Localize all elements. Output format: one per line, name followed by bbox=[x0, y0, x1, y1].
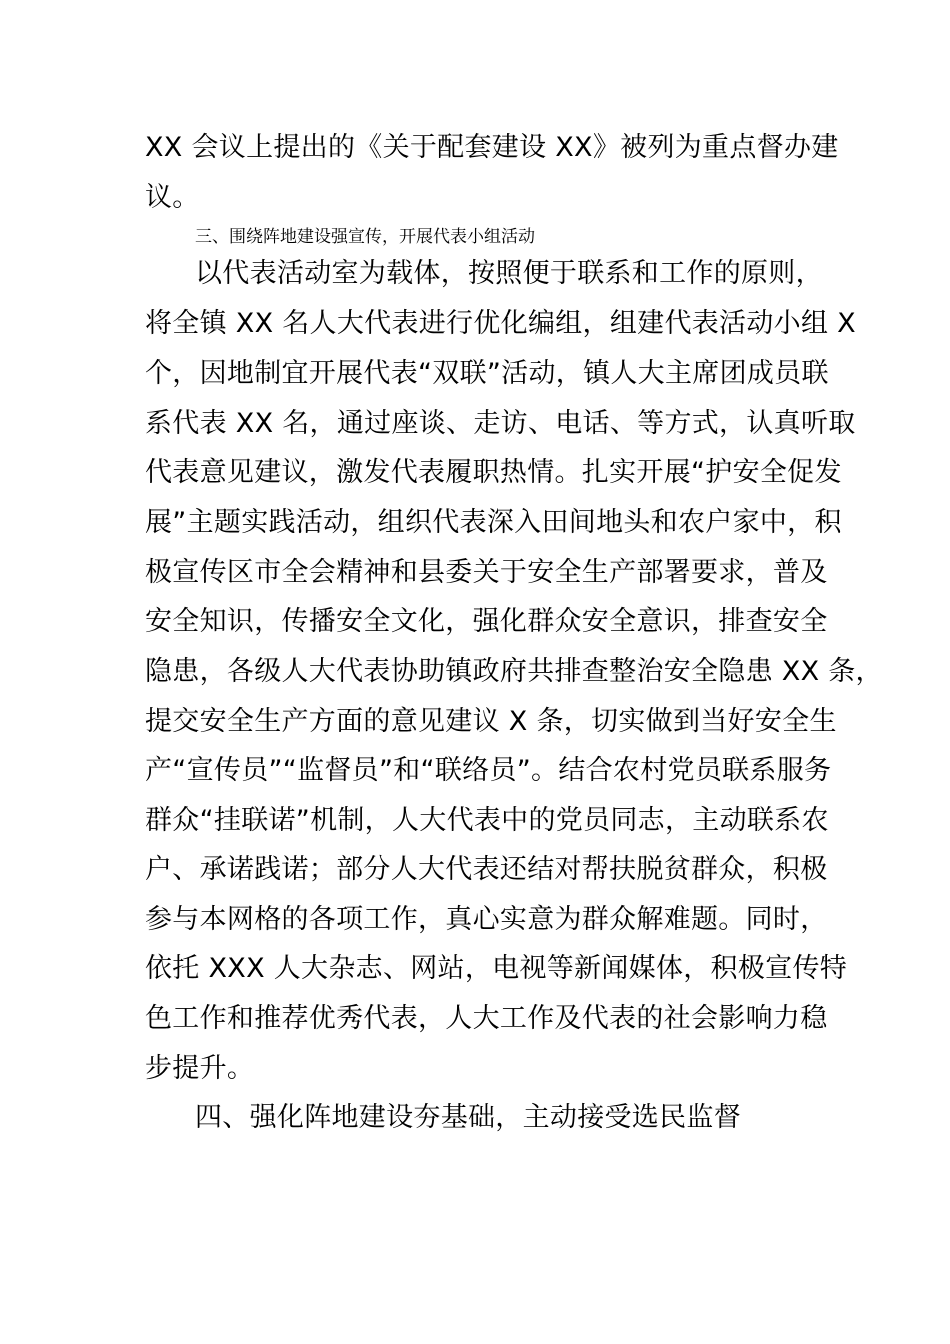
paragraph-line: 色工作和推荐优秀代表，人大工作及代表的社会影响力稳 bbox=[145, 1003, 828, 1034]
paragraph-line: 户、承诺践诺；部分人大代表还结对帮扶脱贫群众，积极 bbox=[145, 854, 828, 885]
paragraph-line: XX 会议上提出的《关于配套建设 XX》被列为重点督办建 bbox=[145, 132, 839, 163]
paragraph-line: 极宣传区市全会精神和县委关于安全生产部署要求，普及 bbox=[145, 557, 828, 588]
paragraph-line: 系代表 XX 名，通过座谈、走访、电话、等方式，认真听取 bbox=[145, 408, 856, 439]
section-4-heading: 四、强化阵地建设夯基础，主动接受选民监督 bbox=[195, 1102, 741, 1133]
paragraph-line: 提交安全生产方面的意见建议 X 条，切实做到当好安全生 bbox=[145, 706, 837, 737]
paragraph-line: 步提升。 bbox=[145, 1053, 255, 1084]
paragraph-line: 依托 XXX 人大杂志、网站，电视等新闻媒体，积极宣传特 bbox=[145, 953, 848, 984]
section-3-heading: 三、围绕阵地建设强宣传，开展代表小组活动 bbox=[195, 227, 535, 247]
paragraph-line: 将全镇 XX 名人大代表进行优化编组，组建代表活动小组 X bbox=[145, 308, 856, 339]
paragraph-line: 参与本网格的各项工作，真心实意为群众解难题。同时， bbox=[145, 904, 828, 935]
paragraph-line: 隐患，各级人大代表协助镇政府共排查整治安全隐患 XX 条， bbox=[145, 656, 883, 687]
paragraph-line: 以代表活动室为载体，按照便于联系和工作的原则， bbox=[195, 258, 823, 289]
paragraph-line: 群众“挂联诺”机制，人大代表中的党员同志，主动联系农 bbox=[145, 805, 829, 836]
paragraph-line: 展”主题实践活动，组织代表深入田间地头和农户家中，积 bbox=[145, 507, 842, 538]
paragraph-line: 代表意见建议，激发代表履职热情。扎实开展“护安全促发 bbox=[145, 457, 842, 488]
paragraph-line: 个，因地制宜开展代表“双联”活动，镇人大主席团成员联 bbox=[145, 358, 829, 389]
paragraph-line: 议。 bbox=[145, 182, 200, 213]
paragraph-line: 产“宣传员”“监督员”和“联络员”。结合农村党员联系服务 bbox=[145, 755, 832, 786]
paragraph-line: 安全知识，传播安全文化，强化群众安全意识，排查安全 bbox=[145, 606, 828, 637]
